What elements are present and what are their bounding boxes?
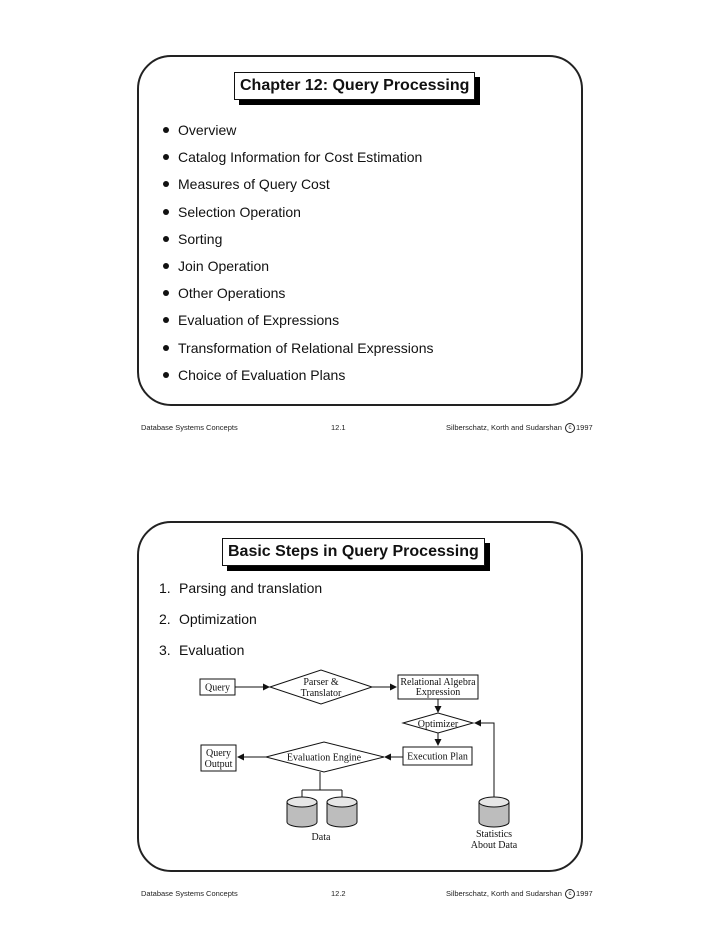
list-item: Overview	[159, 120, 434, 147]
list-item: Measures of Query Cost	[159, 174, 434, 201]
footer-left-2: Database Systems Concepts	[141, 889, 238, 898]
arrow-statistics-optimizer	[475, 723, 494, 797]
footer-credit-2	[446, 889, 593, 899]
list-item: Sorting	[159, 229, 434, 256]
statistics-label-1: Statistics	[475, 829, 513, 840]
footer-page-2: 12.2	[331, 889, 346, 898]
slide-1-title: Chapter 12: Query Processing	[234, 72, 475, 100]
footer-left-1: Database Systems Concepts	[141, 423, 238, 432]
footer-page-1: 12.1	[331, 423, 346, 432]
relalg-label-1: Relational Algebra	[400, 677, 476, 688]
footer-authors: Silberschatz, Korth and Sudarshan	[446, 889, 562, 898]
copyright-icon: c	[565, 423, 575, 433]
statistics-label-2: About Data	[470, 840, 518, 851]
query-output-label-1: Query	[206, 748, 231, 759]
relalg-label-2: Expression	[415, 687, 461, 698]
translator-label: Translator	[300, 688, 342, 699]
list-item: 3. Evaluation	[159, 642, 245, 658]
parser-label: Parser &	[303, 677, 339, 688]
list-item: 1. Parsing and translation	[159, 580, 323, 596]
database-icon	[287, 797, 317, 827]
footer-year: 1997	[576, 423, 593, 432]
statistics-database-icon	[479, 797, 509, 827]
slide-2-title: Basic Steps in Query Processing	[222, 538, 485, 566]
data-label: Data	[311, 832, 331, 843]
list-item: Join Operation	[159, 256, 434, 283]
list-item: Choice of Evaluation Plans	[159, 365, 434, 392]
list-item: Selection Operation	[159, 202, 434, 229]
list-item: 2. Optimization	[159, 611, 257, 627]
database-icon	[327, 797, 357, 827]
list-item: Evaluation of Expressions	[159, 310, 434, 337]
evaluation-engine-label: Evaluation Engine	[286, 752, 362, 764]
copyright-icon: c	[565, 889, 575, 899]
footer-year: 1997	[576, 889, 593, 898]
list-item: Catalog Information for Cost Estimation	[159, 147, 434, 174]
query-output-label-2: Output	[204, 759, 233, 770]
optimizer-label: Optimizer	[417, 719, 459, 730]
footer-authors: Silberschatz, Korth and Sudarshan	[446, 423, 562, 432]
list-item: Other Operations	[159, 283, 434, 310]
list-item: Transformation of Relational Expressions	[159, 338, 434, 365]
query-label: Query	[205, 682, 230, 694]
execution-plan-label: Execution Plan	[407, 751, 468, 763]
